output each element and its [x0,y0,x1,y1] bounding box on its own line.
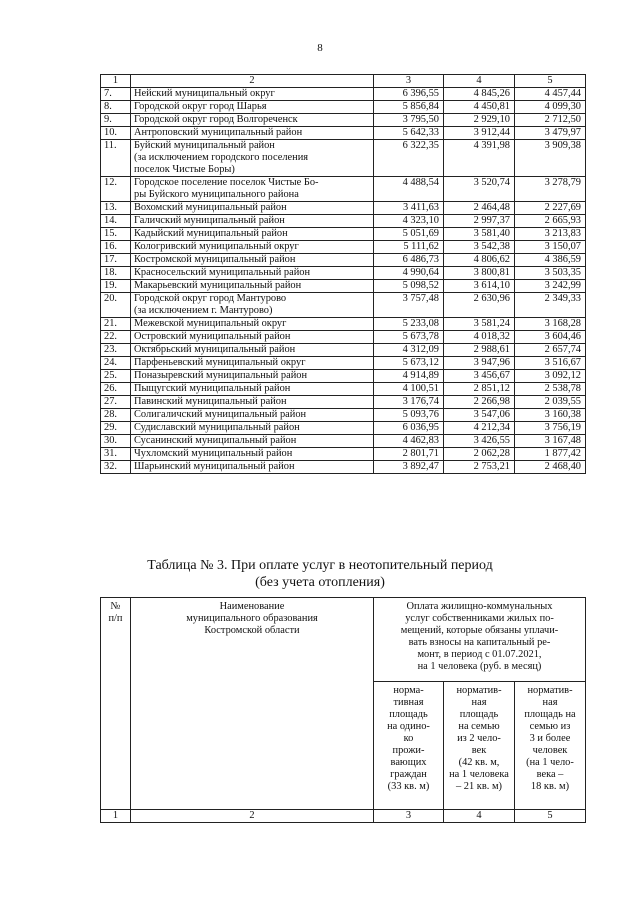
header-cell: 4 [444,75,515,88]
value-cell: 4 806,62 [444,254,515,267]
value-cell: 3 092,12 [515,370,586,383]
municipality-name [131,228,374,241]
subheader-line: ная [471,697,487,708]
table-row [101,88,586,101]
value-cell: 3 168,28 [515,318,586,331]
value-cell: 3 892,47 [374,461,444,474]
table-row [101,127,586,140]
value-cell: 3 456,67 [444,370,515,383]
value-cell: 6 036,95 [374,422,444,435]
value-cell: 2 929,10 [444,114,515,127]
subheader-line: – 21 кв. м) [456,781,502,792]
name-line: Городской округ город Мантурово [134,293,287,304]
value-cell: 5 233,08 [374,318,444,331]
value-cell: 2 753,21 [444,461,515,474]
table-row [101,177,586,202]
value-cell: 5 673,78 [374,331,444,344]
value-cell: 2 349,33 [515,293,586,318]
row-number: 23. [101,344,131,357]
caption-line-2: (без учета отопления) [255,575,385,590]
municipality-name [131,241,374,254]
row-number: 17. [101,254,131,267]
table3-caption [0,557,640,591]
municipality-name [131,114,374,127]
name-line: Кадыйский муниципальный район [134,228,288,239]
row-number: 9. [101,114,131,127]
header-cell: 2 [131,75,374,88]
subheader-line: (42 кв. м, [458,757,500,768]
header-cell: 5 [515,75,586,88]
municipality-name [131,280,374,293]
subheader-line: семью из [529,721,571,732]
index-cell: 5 [515,810,586,823]
name-line: Городское поселение поселок Чистые Бо- [134,177,319,188]
row-number: 26. [101,383,131,396]
name-line: Судиславский муниципальный район [134,422,300,433]
value-cell: 2 266,98 [444,396,515,409]
index-row [101,810,586,823]
value-cell: 3 503,35 [515,267,586,280]
value-cell: 2 801,71 [374,448,444,461]
header-row [101,598,586,682]
table-row [101,344,586,357]
row-number: 21. [101,318,131,331]
name-line: Кологривский муниципальный округ [134,241,299,252]
value-cell: 2 657,74 [515,344,586,357]
table-continuation [100,74,586,474]
name-line: Нейский муниципальный округ [134,88,275,99]
subheader-line: (на 1 чело- [526,757,574,768]
header-cell: 3 [374,75,444,88]
subheader-line: на семью [458,721,500,732]
value-cell: 4 099,30 [515,101,586,114]
subheader-line: век [471,745,487,756]
value-cell: 4 323,10 [374,215,444,228]
table-row [101,215,586,228]
value-cell: 6 396,55 [374,88,444,101]
name-line: Октябрьский муниципальный район [134,344,296,355]
row-number: 8. [101,101,131,114]
value-cell: 5 111,62 [374,241,444,254]
row-number: 20. [101,293,131,318]
value-cell: 3 581,24 [444,318,515,331]
table-row [101,254,586,267]
table-row [101,267,586,280]
column-name-header: Наименование муниципального образования Костромской области [131,598,374,810]
name-line: Костромской муниципальный район [134,254,296,265]
subheader-two-person [444,682,515,810]
subheader-line: площадь [459,709,499,720]
table-row [101,435,586,448]
value-cell: 3 604,46 [515,331,586,344]
name-line: Макарьевский муниципальный район [134,280,302,291]
value-cell: 2 988,61 [444,344,515,357]
value-cell: 4 845,26 [444,88,515,101]
value-cell: 3 800,81 [444,267,515,280]
name-line: Буйский муниципальный район [134,140,275,151]
value-cell: 2 062,28 [444,448,515,461]
value-cell: 4 391,98 [444,140,515,177]
value-cell: 3 167,48 [515,435,586,448]
table-row [101,202,586,215]
subheader-line: века – [536,769,564,780]
subheader-line: граждан [390,769,427,780]
subheader-line: ко [403,733,414,744]
table-row [101,370,586,383]
value-cell: 3 542,38 [444,241,515,254]
row-number: 13. [101,202,131,215]
row-number: 10. [101,127,131,140]
value-cell: 3 426,55 [444,435,515,448]
name-line: Шарьинский муниципальный район [134,461,295,472]
value-cell: 3 756,19 [515,422,586,435]
row-number: 24. [101,357,131,370]
value-cell: 6 486,73 [374,254,444,267]
subheader-line: норматив- [456,685,502,696]
row-number: 7. [101,88,131,101]
municipality-name [131,177,374,202]
value-cell: 3 411,63 [374,202,444,215]
value-cell: 3 757,48 [374,293,444,318]
subheader-line: норматив- [527,685,573,696]
value-cell: 4 100,51 [374,383,444,396]
row-number: 15. [101,228,131,241]
name-line: Галичский муниципальный район [134,215,285,226]
table-row [101,448,586,461]
name-line: Красносельский муниципальный район [134,267,311,278]
municipality-name [131,267,374,280]
index-cell: 4 [444,810,515,823]
name-line: Антроповский муниципальный район [134,127,303,138]
municipality-name [131,461,374,474]
row-number: 29. [101,422,131,435]
subheader-line: из 2 чело- [457,733,501,744]
value-cell: 4 914,89 [374,370,444,383]
name-line: Чухломский муниципальный район [134,448,293,459]
row-number: 14. [101,215,131,228]
value-cell: 2 630,96 [444,293,515,318]
subheader-three-plus [515,682,586,810]
column-payment-header: Оплата жилищно-коммунальных услуг собственниками жилых по- мещений, которые обязаны уплачи- вать взносы на капитальный ре- монт, в период с 01.07.2021, на 1 человека (руб. в месяц) [374,598,586,682]
value-cell: 5 098,52 [374,280,444,293]
value-cell: 3 160,38 [515,409,586,422]
value-cell: 2 997,37 [444,215,515,228]
name-line: Вохомский муниципальный район [134,202,287,213]
header-cell: 1 [101,75,131,88]
value-cell: 1 877,42 [515,448,586,461]
value-cell: 2 227,69 [515,202,586,215]
name-line: Пыщугский муниципальный район [134,383,291,394]
subheader-line: 18 кв. м) [530,781,570,792]
value-cell: 4 457,44 [515,88,586,101]
index-cell: 2 [131,810,374,823]
row-number: 16. [101,241,131,254]
municipality-name [131,435,374,448]
name-line: Павинский муниципальный район [134,396,287,407]
row-number: 11. [101,140,131,177]
table-row [101,280,586,293]
municipality-name [131,409,374,422]
value-cell: 2 851,12 [444,383,515,396]
name-line: Межевской муниципальный округ [134,318,287,329]
name-line: (за исключением городского поселения [134,152,309,163]
municipality-name [131,293,374,318]
index-cell: 3 [374,810,444,823]
row-number: 12. [101,177,131,202]
row-number: 30. [101,435,131,448]
municipality-name [131,140,374,177]
municipality-name [131,88,374,101]
table-row [101,140,586,177]
column-number-header: № п/п [101,598,131,810]
value-cell: 3 614,10 [444,280,515,293]
value-cell: 4 488,54 [374,177,444,202]
subheader-line: тивная [393,697,424,708]
value-cell: 4 386,59 [515,254,586,267]
value-cell: 2 538,78 [515,383,586,396]
municipality-name [131,318,374,331]
municipality-name [131,383,374,396]
caption-line-1: Таблица № 3. При оплате услуг в неотопительный период [147,558,493,573]
value-cell: 4 990,64 [374,267,444,280]
table-row [101,228,586,241]
table-header-row [101,75,586,88]
subheader-line: прожи- [392,745,425,756]
municipality-name [131,202,374,215]
name-line: Городской округ город Шарья [134,101,267,112]
value-cell: 3 176,74 [374,396,444,409]
value-cell: 3 909,38 [515,140,586,177]
municipality-name [131,331,374,344]
municipality-name [131,101,374,114]
name-line: Городской округ город Волгореченск [134,114,298,125]
value-cell: 3 479,97 [515,127,586,140]
table-row [101,241,586,254]
index-cell: 1 [101,810,131,823]
value-cell: 2 039,55 [515,396,586,409]
value-cell: 3 520,74 [444,177,515,202]
subheader-single [374,682,444,810]
municipality-name [131,344,374,357]
subheader-line: человек [532,745,568,756]
value-cell: 4 312,09 [374,344,444,357]
value-cell: 3 278,79 [515,177,586,202]
value-cell: 3 547,06 [444,409,515,422]
municipality-name [131,357,374,370]
row-number: 19. [101,280,131,293]
value-cell: 2 464,48 [444,202,515,215]
row-number: 27. [101,396,131,409]
name-line: (за исключением г. Мантурово) [134,305,273,316]
name-line: поселок Чистые Боры) [134,164,235,175]
name-line: ры Буйского муниципального района [134,189,299,200]
municipality-name [131,254,374,267]
value-cell: 6 322,35 [374,140,444,177]
name-line: Сусанинский муниципальный район [134,435,297,446]
table-row [101,383,586,396]
value-cell: 5 673,12 [374,357,444,370]
subheader-line: ная [542,697,558,708]
value-cell: 5 093,76 [374,409,444,422]
value-cell: 3 912,44 [444,127,515,140]
municipality-name [131,422,374,435]
value-cell: 4 212,34 [444,422,515,435]
table-row [101,422,586,435]
municipality-name [131,370,374,383]
value-cell: 4 462,83 [374,435,444,448]
value-cell: 3 242,99 [515,280,586,293]
table3-header [100,597,586,823]
name-line: Парфеньевский муниципальный округ [134,357,306,368]
value-cell: 5 642,33 [374,127,444,140]
table-row [101,293,586,318]
page-number: 8 [317,42,323,54]
value-cell: 3 947,96 [444,357,515,370]
value-cell: 2 468,40 [515,461,586,474]
table-row [101,409,586,422]
value-cell: 5 856,84 [374,101,444,114]
value-cell: 3 516,67 [515,357,586,370]
row-number: 28. [101,409,131,422]
subheader-line: на одино- [387,721,430,732]
row-number: 25. [101,370,131,383]
value-cell: 2 665,93 [515,215,586,228]
name-line: Солигаличский муниципальный район [134,409,307,420]
subheader-line: площадь [389,709,428,720]
subheader-line: 3 и более [529,733,571,744]
row-number: 18. [101,267,131,280]
value-cell: 2 712,50 [515,114,586,127]
municipality-name [131,396,374,409]
municipality-name [131,127,374,140]
row-number: 22. [101,331,131,344]
municipality-name [131,448,374,461]
value-cell: 5 051,69 [374,228,444,241]
table-row [101,396,586,409]
table-row [101,101,586,114]
subheader-line: норма- [393,685,424,696]
value-cell: 3 581,40 [444,228,515,241]
table-row [101,331,586,344]
table-row [101,461,586,474]
municipality-name [131,215,374,228]
value-cell: 3 795,50 [374,114,444,127]
name-line: Поназыревский муниципальный район [134,370,308,381]
table-row [101,318,586,331]
value-cell: 3 213,83 [515,228,586,241]
name-line: Островский муниципальный район [134,331,291,342]
value-cell: 4 018,32 [444,331,515,344]
value-cell: 4 450,81 [444,101,515,114]
table-row [101,114,586,127]
subheader-line: площадь на [524,709,576,720]
subheader-line: (33 кв. м) [387,781,430,792]
subheader-line: на 1 человека [449,769,509,780]
table-row [101,357,586,370]
value-cell: 3 150,07 [515,241,586,254]
row-number: 32. [101,461,131,474]
row-number: 31. [101,448,131,461]
subheader-line: вающих [390,757,427,768]
